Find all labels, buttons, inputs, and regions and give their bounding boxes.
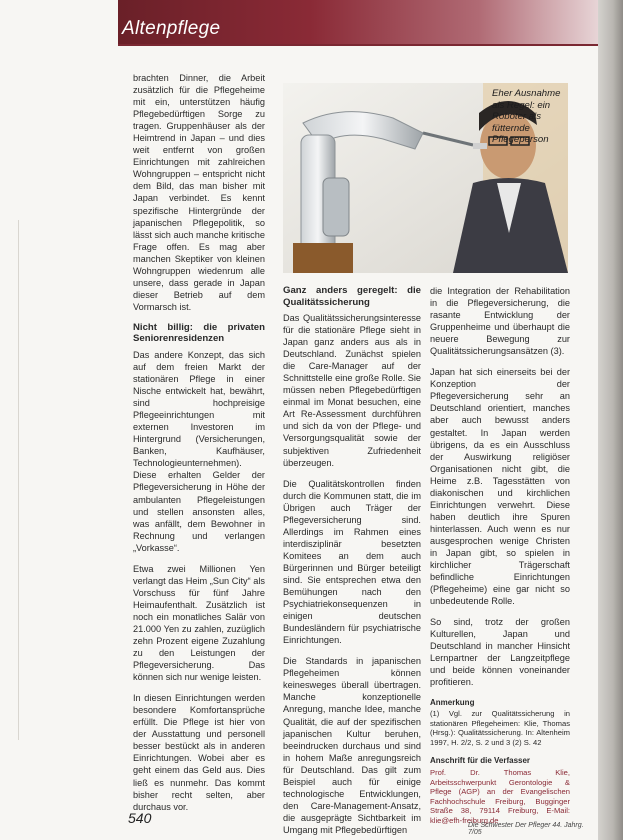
paragraph: In diesen Einrichtungen werden besondere Komfortansprüche erfüllt. Die Pflege ist hier von der Ausstattung und personell besser bestückt als in anderen Einrichtungen. Wobei aber es geht einem das Geld aus. Dies ließ es nunmehr. Das kommt bisher recht selten, aber durchaus vor. bbox=[133, 693, 265, 812]
paragraph: Etwa zwei Millionen Yen verlangt das Heim „Sun City“ als Vorschuss für fünf Jahre Heimaufenthalt. Zusätzlich ist noch ein monatliches Salär von 21.000 Yen zu zahlen, zuzüglich zehn Prozent eigene Zuzahlung zu den Leistungen der Pflegeversicherung. Das können sich nur wenige leisten. bbox=[133, 563, 265, 683]
page-number: 540 bbox=[128, 810, 152, 826]
subheading-qualitaetssicherung: Ganz anders geregelt: die Qualitätssicherung bbox=[283, 285, 421, 308]
paragraph: So sind, trotz der großen Kulturellen, Japan und Deutschland in mancher Hinsicht Lernpartner der Langzeitpflege und beide können voneinander profitieren. bbox=[430, 617, 570, 688]
header-divider bbox=[118, 44, 598, 46]
intro-paragraph: brachten Dinner, die Arbeit zusätzlich für die Pflegeheime mit ein, unterstützen häufig Pflegebedürftigen Sorge zu tragen. Gruppenhäuser als der Heimtrend in Japan – und dies weit entfernt von großen Einrichtungen mit zahlreichen Wohngruppen – entspricht nicht dem Bild, das man bisher mit Japan verbindet. Es kennt spezifische Hintergründe der japanischen Pflegepolitik, so lässt sich auch manche kritische Frage offen. Es mag aber manchen Skeptiker von kleinen Wohngruppen wiedenrum alle unsere, dass gerade in Japan dieser Betrieb auf dem Vormarsch ist. bbox=[133, 73, 265, 312]
column-left bbox=[133, 72, 265, 822]
paragraph: Das Qualitätssicherungsinteresse für die stationäre Pflege sieht in Japan ganz anders aus als in Deutschland. Zunächst spielen die Care-Manager auf der Schnittstelle eine große Rolle. Sie müssen neben Pflegebedürftigen einmal im Monat besuchen, eine Art Re-Assessment durchführen und sich da von der Pflege- und Versorgungsqualität sowie der subjektiven Zufriedenheit überzeugen. bbox=[283, 313, 421, 468]
paragraph: Die Standards in japanischen Pflegeheimen können keinesweges überall übertragen. Manche konzeptionelle Anregung, manche Idee, manche Qualität, die auf der spezifischen japanischen Kultur beruhen, beeindrucken durchaus und sind in hohem Maße anregungsreich für Deutschland. Das gilt zum Beispiel auch für einige technologische Entwicklungen, den Care-Management-Ansatz, die ausgeprägte Sichtbarkeit im Umgang mit Pflegebedürftigen bbox=[283, 656, 421, 835]
references-heading: Anmerkung bbox=[430, 697, 475, 707]
gutter-line bbox=[18, 220, 19, 740]
paragraph: Das andere Konzept, das sich auf dem freien Markt der stationären Pflege in einer Nische entwickelt hat, bewährt, sind hochpreisige Pflegeeinrichtungen mit externen Investoren im Hintergrund (Versicherungen, Banken, Kaufhäuser, Technologieunternehmen). Diese erhalten Gelder der Pflegeversicherung in Höhe der ambulanten Pflegeleistungen und stellen ansonsten alles, was anfällt, dem Bewohner in Rechnung und verlangen „Vorkasse“. bbox=[133, 349, 265, 553]
paragraph: die Integration der Rehabilitation in die Pflegeversicherung, die rasante Entwicklung der Gruppenheime und überhaupt die neuere Bewegung zur Qualitätssicherungsansätzen (3). bbox=[430, 286, 570, 357]
column-right bbox=[430, 285, 570, 835]
references-block bbox=[430, 698, 570, 826]
address-heading: Anschrift für die Verfasser bbox=[430, 756, 531, 766]
references-text: (1) Vgl. zur Qualitätssicherung in stationären Pflegeheimen: Klie, Thomas (Hrsg.): Qualitätssicherung. In: Altenheim 1997, H. 2/2, S. 2 und 3 (2) S. 42 bbox=[430, 709, 570, 747]
paragraph: Japan hat sich einerseits bei der Konzeption der Pflegeversicherung sehr an Deutschland orientiert, manches aber auch bewusst anders gestaltet. In Japan werden übrigens, da es ein Ausschluss der Auswirkung religiöser Organisationen nicht gibt, die Heime z.B. Tagesstätten von diakonischen und kirchlichen Einrichtungen verwehrt. Diese haben deutlich ihre Spuren hinterlassen. Auch wenn es nur ausgesprochen wenige Christen in Japan gibt, so spielen in kirchlicher Trägerschaft befindliche Einrichtungen (Pflegeheime) eine gar nicht so unbedeutende Rolle. bbox=[430, 367, 570, 607]
subheading-seniorenresidenzen: Nicht billig: die privaten Seniorenresidenzen bbox=[133, 321, 265, 345]
photo-caption: Eher Ausnahme als Regel: ein Roboter als fütternde Pflegeperson bbox=[492, 88, 561, 145]
journal-footer: Die Schwester Der Pfleger 44. Jahrg. 7/05 bbox=[468, 822, 584, 836]
column-middle bbox=[283, 285, 421, 840]
adjacent-page-edge bbox=[598, 0, 623, 840]
address-text: Prof. Dr. Thomas Klie, Arbeitsschwerpunkt Gerontologie & Pflege (AGP) an der Evangelischen Fachhochschule Freiburg, Bugginger Straße 38, 79114 Freiburg, E-Mail: klie@efh-freiburg.de bbox=[430, 768, 570, 826]
section-title: Altenpflege bbox=[122, 18, 221, 39]
paragraph: Die Qualitätskontrollen finden durch die Kommunen statt, die im Übrigen auch Träger der Pflegeversicherung sind. Allerdings im Rahmen eines interdisziplinär besetzten Komitees an dem auch Bürgerinnen und Bürger beteiligt sind. Sie entsprechen etwa den Bemühungen nach den Psychiatriekonsequenzen in einigen deutschen Bundesländern für psychiatrische Einrichtungen. bbox=[283, 478, 421, 646]
